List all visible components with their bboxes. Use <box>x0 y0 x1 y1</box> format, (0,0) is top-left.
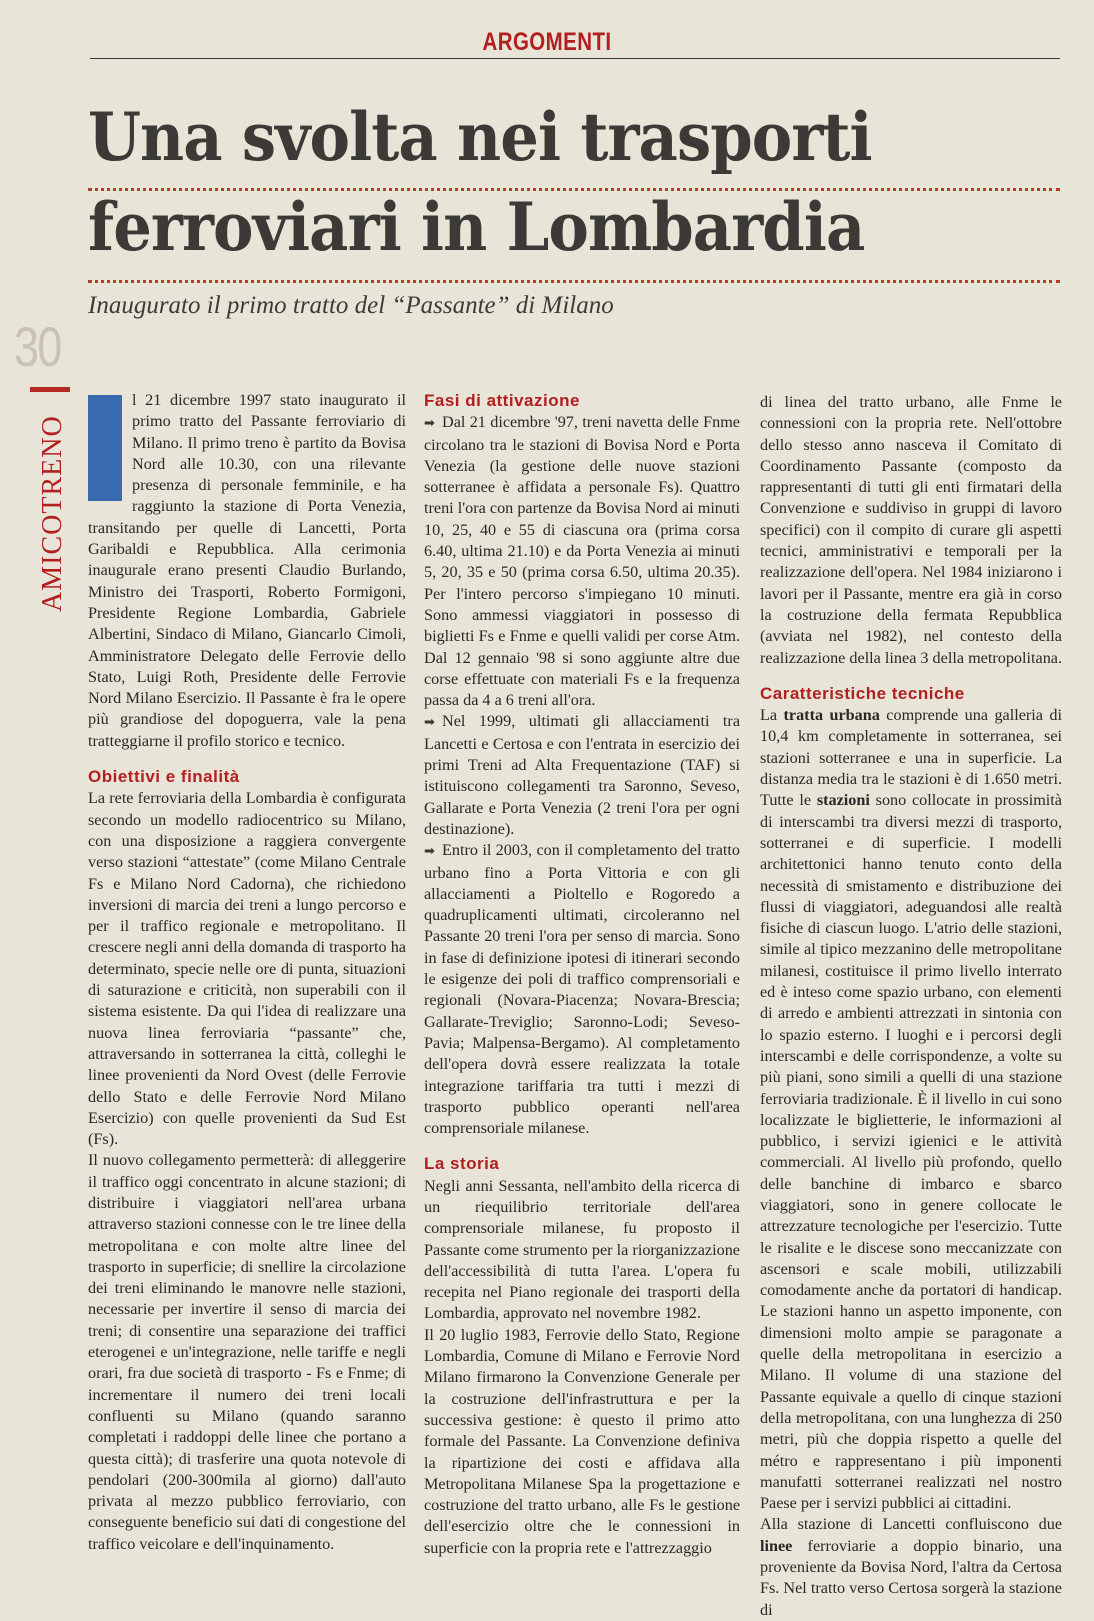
intro-text: l 21 dicembre 1997 stato inaugurato il primo tratto del Passante ferroviario di Milano. Il primo treno è partito da Bovisa Nord alle 10.30, con una rilevante presenza di personale femminile, e ha raggiunto la stazione di Porta Venezia, transitando per quelle di Lancetti, Porta Garibaldi e Repubblica. Alla cerimonia inaugurale erano presenti Claudio Burlando, Ministro dei Trasporti, Roberto Formigoni, Presidente Regione Lombardia, Gabriele Albertini, Sindaco di Milano, Giancarlo Cimoli, Amministratore Delegato delle Ferrovie dello Stato, Luigi Roth, Presidente delle Ferrovie Nord Milano Esercizio. Il Passante è fra le opere più grandiose del dopoguerra, vale la pena tratteggiarne il profilo storico e tecnico. <box>88 391 406 750</box>
arrow-bullet-icon: ➡ <box>424 416 435 432</box>
fasi-bullet-1-text: Dal 21 dicembre '97, treni navetta delle Fnme circolano tra le stazioni di Bovisa Nord e Porta Venezia (la gestione delle nuove stazioni sotterranee è affidata a personale Fs). Quattro treni l'ora con partenze da Bovisa Nord ai minuti 10, 25, 40 e 55 di ciascuna ora (prima corsa 6.40, ultima 21.10) e da Porta Venezia ai minuti 5, 20, 35 e 50 (prima corsa 6.50, ultima 20.35). Per l'intero percorso s'impiegano 10 minuti. Sono ammessi viaggiatori in possesso di biglietti Fs e Fnme e quelli validi per corse Atm. Dal 12 gennaio '98 si sono aggiunte altre due corse effettuate con materiali Fs e la frequenza passa da 4 a 6 treni all'ora. <box>424 413 740 710</box>
intro-paragraph <box>88 390 406 752</box>
column-3 <box>760 392 1062 1621</box>
storia-paragraph-2: Il 20 luglio 1983, Ferrovie dello Stato, Regione Lombardia, Comune di Milano e Ferrovie Nord Milano firmarono la Convenzione Generale per la costruzione dell'infrastruttura e per la successiva gestione: è questo il primo atto formale del Passante. La Convenzione definiva la ripartizione dei costi e affidava alla Metropolitana Milanese Spa la progettazione e costruzione del tratto urbano, alle Fs le gestione dell'esercizio oltre che le connessioni in superficie con la propria rete e l'attrezzaggio <box>424 1325 740 1557</box>
column-1 <box>88 390 406 1555</box>
page-number: 30 <box>14 315 61 378</box>
fasi-bullet-2 <box>424 711 740 840</box>
text-run: ferroviarie a doppio binario, una proveniente da Bovisa Nord, l'altra da Certosa Fs. Nel tratto verso Certosa sorgerà la stazione di <box>760 1536 1062 1619</box>
column-2 <box>424 390 740 1559</box>
fasi-bullet-2-text: Nel 1999, ultimati gli allacciamenti tra Lancetti e Certosa e con l'entrata in esercizio dei primi Treni ad Alta Frequentazione (TAF) si istituiscono collegamenti tra Saronno, Seveso, Gallarate e Porta Venezia (2 treni l'ora per ogni destinazione). <box>424 712 740 838</box>
dotted-divider-2 <box>88 280 1060 283</box>
storia-paragraph-1: Negli anni Sessanta, nell'ambito della ricerca di un riequilibrio territoriale dell'area comprensoriale milanese, fu proposto il Passante come strumento per la riorganizzazione dell'accessibilità di tutta l'area. L'opera fu recepita nel Piano regionale dei trasporti della Lombardia, approvato nel novembre 1982. <box>424 1176 740 1323</box>
fasi-bullet-3-text: Entro il 2003, con il completamento del tratto urbano fino a Porta Vittoria e con gli allacciamenti a Pioltello e Rogoredo a quadruplicamenti ultimati, circoleranno nel Passante 20 treni l'ora per senso di marcia. Sono in fase di definizione ipotesi di itinerari secondo le esigenze dei poli di traffico comprensoriali e regionali (Novara-Piacenza; Novara-Brescia; Gallarate-Treviglio; Saronno-Lodi; Seveso-Pavia; Malpensa-Bergamo). Al completamento dell'opera dovrà essere realizzata la totale integrazione tariffaria tra tutti i mezzi di trasporto pubblico operanti nell'area comprensoriale milanese. <box>424 841 740 1138</box>
fasi-bullet-3 <box>424 840 740 1139</box>
bold-term: tratta urbana <box>783 706 880 725</box>
storia-paragraph-3: di linea del tratto urbano, alle Fnme le connessioni con la propria rete. Nell'ottobre dello stesso anno nasceva il Comitato di Coordinamento Passante (composto da rappresentanti di tutti gli enti firmatari della Convenzione e suddiviso in gruppi di lavoro specifici) con il compito di curare gli aspetti tecnici, amministrativi e temporali per la realizzazione dell'opera. Nel 1984 iniziarono i lavori per il Passante, mentre era già in corso la costruzione della fermata Repubblica (avviata nel 1982), nel contesto della realizzazione della linea 3 della metropolitana. <box>760 393 1063 667</box>
magazine-name: AMICOTRENO <box>37 415 68 612</box>
red-accent-bar <box>30 387 70 392</box>
fasi-bullet-1 <box>424 412 740 711</box>
caratteristiche-paragraph-1 <box>760 705 1062 1514</box>
drop-cap-block <box>88 395 122 501</box>
header-rule <box>90 58 1060 59</box>
arrow-bullet-icon: ➡ <box>424 715 435 731</box>
article-title-line1: Una svolta nei trasporti <box>88 98 872 176</box>
section-label: ARGOMENTI <box>482 28 612 56</box>
obiettivi-paragraph-2: Il nuovo collegamento permetterà: di alleggerire il traffico oggi concentrato in alcune stazioni; di distribuire i viaggiatori nell'area urbana attraverso stazioni connesse con le tre linee della metropolitana e con molte altre linee del trasporto in superficie; di snellire la circolazione dei treni eliminando le manovre nelle stazioni, necessarie per invertire il senso di marcia dei treni; di consentire una separazione dei traffici eterogenei e un'integrazione, nelle tariffe e negli orari, fra due società di trasporto - Fs e Fnme; di incrementare il numero dei treni locali confluenti su Milano (quando saranno completati i raddoppi delle linee che portano a questa città); di trasferire una quota notevole di pendolari (200-300mila al giorno) dall'auto privata al mezzo pubblico ferroviario, con conseguente beneficio sui dati di congestione del traffico veicolare e dell'inquinamento. <box>88 1151 406 1553</box>
caratteristiche-paragraph-2 <box>760 1514 1062 1620</box>
text-run: Alla stazione di Lancetti confluiscono due <box>760 1515 1062 1534</box>
heading-caratteristiche: Caratteristiche tecniche <box>760 683 965 703</box>
bold-term: linee <box>760 1536 793 1555</box>
obiettivi-paragraph-1: La rete ferroviaria della Lombardia è configurata secondo un modello radiocentrico su Milano, con una disposizione a raggiera convergente verso stazioni “attestate” (come Milano Centrale Fs e Milano Nord Cadorna), che richiedono inversioni di marcia dei treni a lungo percorso e per il traffico regionale e metropolitano. Il crescere negli anni della domanda di trasporto ha determinato, specie nelle ore di punta, situazioni di saturazione e criticità, non superabili con il sistema esistente. Da qui l'idea di realizzare una nuova linea ferroviaria “passante” che, attraversando in sotterranea la città, colleghi le linee provenienti da Nord Ovest (delle Ferrovie dello Stato e delle Ferrovie Nord Milano Esercizio) con quelle provenienti da Sud Est (Fs). <box>88 789 406 1149</box>
text-run: comprende una galleria di 10,4 km completamente in sotterranea, sei stazioni sotterranee e una in superficie. La distanza media tra le stazioni è di 1.650 metri. Tutte le <box>760 706 1062 810</box>
heading-obiettivi: Obiettivi e finalità <box>88 767 240 787</box>
article-title-line2: ferroviari in Lombardia <box>88 188 865 266</box>
text-run: La <box>760 706 784 725</box>
article-subtitle: Inaugurato il primo tratto del “Passante” di Milano <box>88 292 614 319</box>
bold-term: stazioni <box>816 791 870 810</box>
text-run: sono collocate in prossimità di interscambi tra diversi mezzi di trasporto, sotterranei e di superficie. I modelli architettonici hanno tenuto conto della necessità di smistamento e distribuzione dei flussi di viaggiatori, adeguandosi alle realtà fisiche di ciascun luogo. L'atrio delle stazioni, simile al tipico mezzanino delle metropolitane milanesi, costituisce il primo livello interrato ed è inteso come spazio urbano, con elementi di arredo e ambienti attrezzati in sintonia con lo spazio esterno. I luoghi e i percorsi degli interscambi e delle corrispondenze, a volte su più piani, sono simili a quelli di una stazione ferroviaria tradizionale. È il livello in cui sono localizzate le biglietterie, le informazioni al pubblico, i servizi igienici e le attività commerciali. Al livello più profondo, quello delle banchine di imbarco e sbarco viaggiatori, sono in genere collocate le attrezzature tecnologiche per l'esercizio. Tutte le risalite e le discese sono meccanizzate con ascensori e scale mobili, utilizzabili comodamente anche da portatori di handicap. Le stazioni hanno un aspetto imponente, con dimensioni molto ampie se paragonate a quelle della metropolitana in esercizio a Milano. Il volume di una stazione del Passante equivale a quello di cinque stazioni della metropolitana, con una lunghezza di 250 metri, più che doppia rispetto a quelle del métro e rappresentano i più imponenti manufatti sotterranei realizzati nel nostro Paese per i servizi pubblici ai cittadini. <box>760 791 1062 1513</box>
arrow-bullet-icon: ➡ <box>424 844 435 860</box>
heading-fasi: Fasi di attivazione <box>424 391 580 410</box>
heading-storia: La storia <box>424 1154 500 1174</box>
